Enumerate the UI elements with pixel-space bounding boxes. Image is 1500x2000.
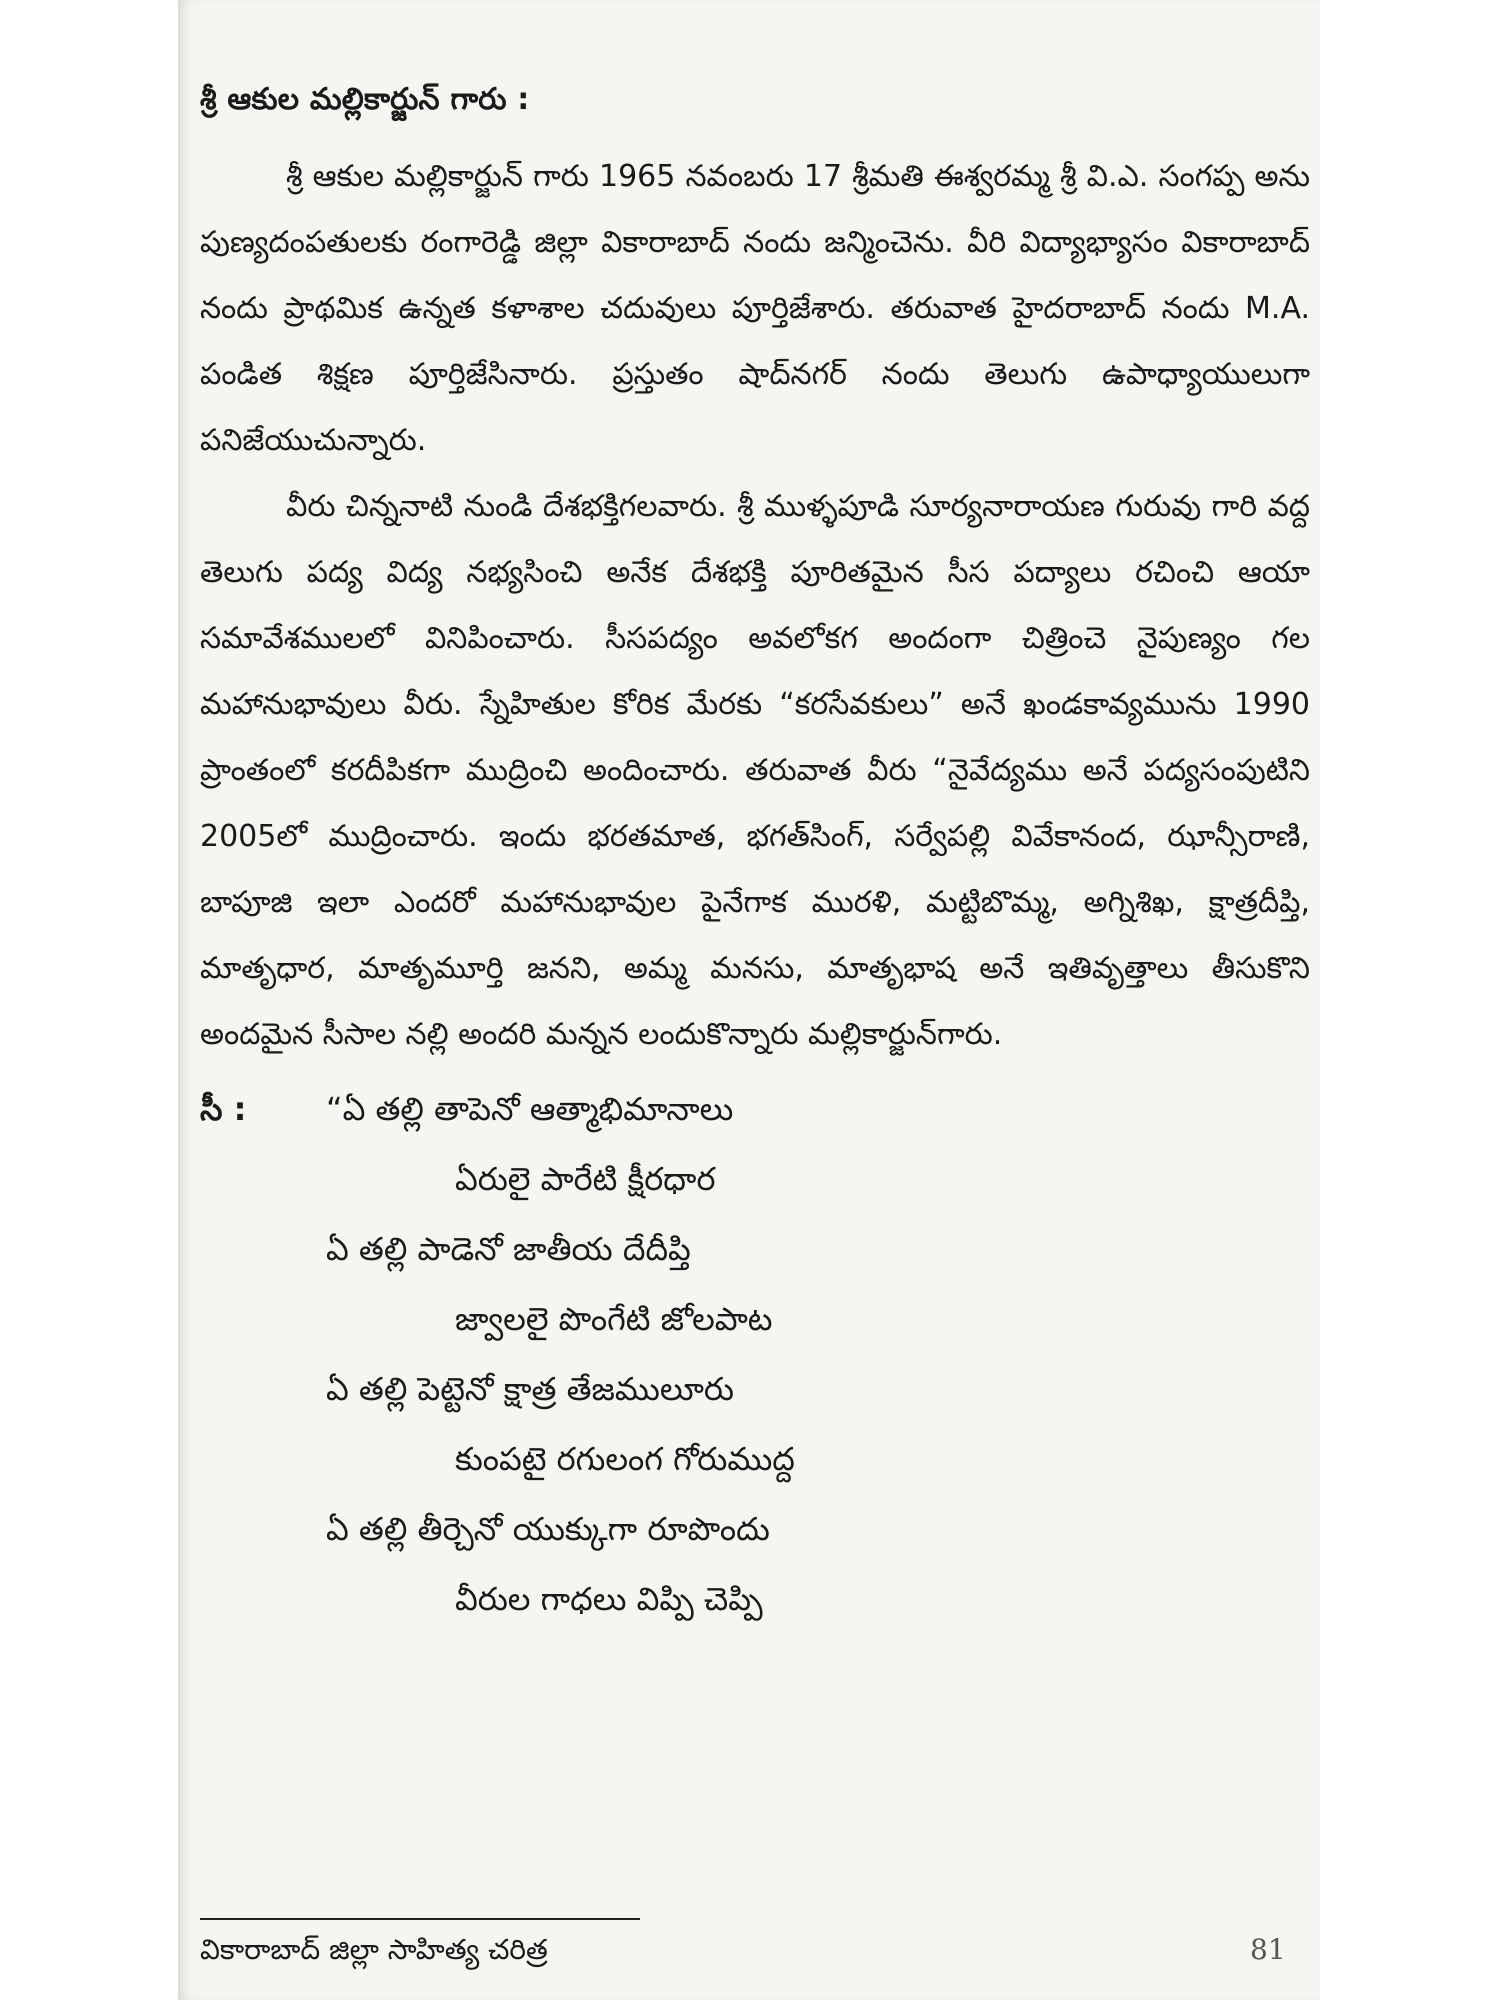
page-number: 81 xyxy=(1250,1933,1286,1966)
paragraph-1: శ్రీ ఆకుల మల్లికార్జున్ గారు 1965 నవంబరు 17 శ్రీమతి ఈశ్వరమ్మ శ్రీ వి.ఎ. సంగప్ప అను పుణ్యదంపతులకు రంగారెడ్డి జిల్లా వికారాబాద్ నందు జన్మించెను. వీరి విద్యాభ్యాసం వికారాబాద్ నందు ప్రాథమిక ఉన్నత కళాశాల చదువులు పూర్తిజేశారు. తరువాత హైదరాబాద్ నందు M.A. పండిత శిక్షణ పూర్తిజేసినారు. ప్రస్తుతం షాద్‌నగర్ నందు తెలుగు ఉపాధ్యాయులుగా పనిజేయుచున్నారు. xyxy=(200,159,1310,458)
verse-line: ఏ తల్లి పెట్టెనో క్షాత్ర తేజములూరు xyxy=(326,1370,734,1408)
verse-line: జ్వాలలై పొంగేటి జోలపాట xyxy=(455,1300,773,1338)
verse-label: సీ : xyxy=(200,1090,247,1128)
verse-line: ఏరులై పారేటి క్షీరధార xyxy=(455,1160,716,1198)
footer-book-title: వికారాబాద్ జిల్లా సాహిత్య చరిత్ర xyxy=(200,1933,548,1966)
paragraph-2: వీరు చిన్ననాటి నుండి దేశభక్తిగలవారు. శ్రీ ముళ్ళపూడి సూర్యనారాయణ గురువు గారి వద్ద తెలుగు పద్య విద్య నభ్యసించి అనేక దేశభక్తి పూరితమైన సీస పద్యాలు రచించి ఆయా సమావేశములలో వినిపించారు. సీసపద్యం అవలోకగ అందంగా చిత్రించె నైపుణ్యం గల మహానుభావులు వీరు. స్నేహితుల కోరిక మేరకు “కరసేవకులు” అనే ఖండకావ్యమును 1990 ప్రాంతంలో కరదీపికగా ముద్రించి అందించారు. తరువాత వీరు “నైవేద్యము అనే పద్యసంపుటిని 2005లో ముద్రించారు. ఇందు భరతమాత, భగత్‌సింగ్, సర్వేపల్లి వివేకానంద, ఝాన్సీరాణి, బాపూజి ఇలా ఎందరో మహానుభావుల పైనేగాక మురళి, మట్టిబొమ్మ, అగ్నిశిఖ, క్షాత్రదీప్తి, మాతృధార, మాతృమూర్తి జనని, అమ్మ మనసు, మాతృభాష అనే ఇతివృత్తాలు తీసుకొని అందమైన సీసాల నల్లి అందరి మన్నన లందుకొన్నారు మల్లికార్జున్‌గారు. xyxy=(200,489,1310,1052)
page-content xyxy=(200,78,1310,1634)
verse-block xyxy=(200,1074,1310,1634)
verse-line: “ఏ తల్లి తాపెనో ఆత్మాభిమానాలు xyxy=(326,1090,734,1128)
verse-line: కుంపటై రగులంగ గోరుముద్ద xyxy=(455,1440,795,1478)
footer-divider xyxy=(200,1918,640,1920)
verse-line: వీరుల గాధలు విప్పి చెప్పి xyxy=(455,1580,763,1618)
verse-line: ఏ తల్లి పాడెనో జాతీయ దేదీప్తి xyxy=(326,1230,691,1268)
verse-line: ఏ తల్లి తీర్చెనో యుక్కుగా రూపొందు xyxy=(326,1510,770,1548)
section-heading: శ్రీ ఆకుల మల్లికార్జున్ గారు : xyxy=(200,82,530,117)
